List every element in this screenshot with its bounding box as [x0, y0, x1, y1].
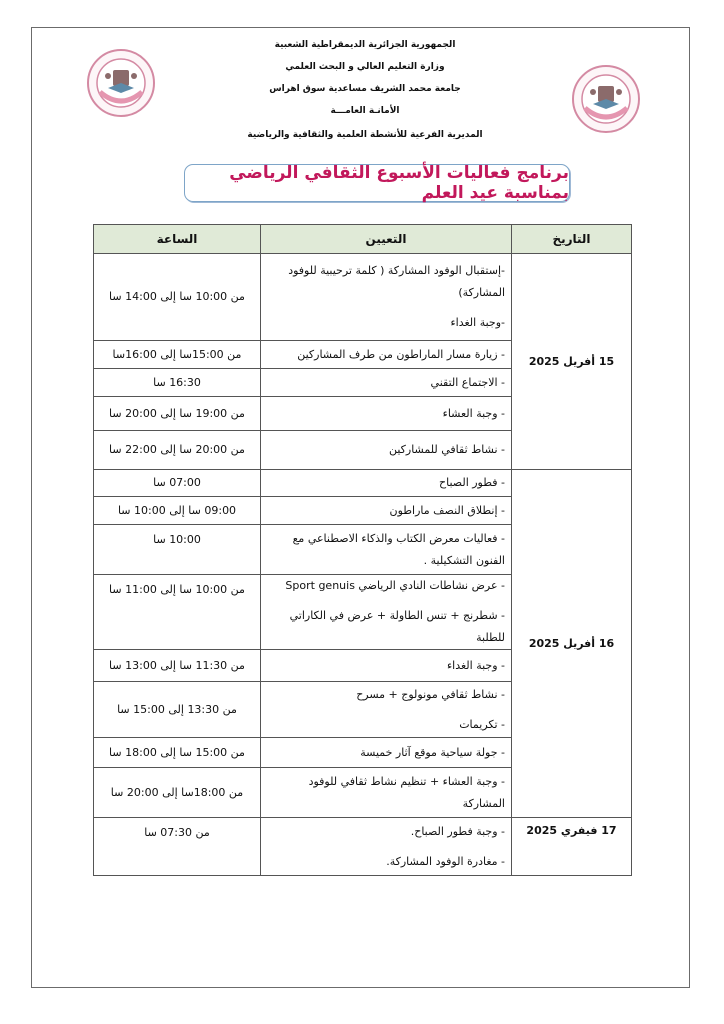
task-text: - شطرنج + تنس الطاولة + عرض في الكاراتي للطلبة: [289, 609, 505, 644]
time-cell: من 07:30 سا: [94, 818, 261, 876]
task-cell: - وجبة العشاء: [261, 397, 512, 431]
time-cell: من 15:00 سا إلى 18:00 سا: [94, 738, 261, 768]
task-cell: - زيارة مسار الماراطون من طرف المشاركين: [261, 341, 512, 369]
time-cell: 10:00 سا: [94, 525, 261, 575]
time-cell: من 10:00 سا إلى 11:00 سا: [94, 575, 261, 650]
republic-name: الجمهورية الجزائرية الديمقراطية الشعبية: [274, 40, 456, 50]
task-text: -إستقبال الوفود المشاركة ( كلمة ترحيبية للوفود المشاركة): [288, 264, 505, 299]
task-cell: [261, 682, 512, 738]
task-text: - عرض نشاطات النادي الرياضي Sport genuis: [285, 579, 505, 592]
time-cell: من 11:30 سا إلى 13:00 سا: [94, 650, 261, 682]
task-cell: - وجبة الغداء: [261, 650, 512, 682]
task-text: - مغادرة الوفود المشاركة.: [386, 854, 505, 868]
letterhead: [200, 40, 530, 152]
task-text: - وجبة فطور الصباح.: [410, 824, 505, 838]
time-cell: 16:30 سا: [94, 369, 261, 397]
task-cell: - فعاليات معرض الكتاب والذكاء الاصطناعي مع الفنون التشكيلية .: [261, 525, 512, 575]
task-cell: - فطور الصباح: [261, 470, 512, 497]
task-cell: - وجبة العشاء + تنظيم نشاط ثقافي للوفود المشاركة: [261, 768, 512, 818]
date-cell: 16 أفريل 2025: [512, 470, 632, 818]
task-text: - تكريمات: [459, 717, 505, 731]
table-header-row: [94, 225, 632, 254]
date-cell: 17 فيفري 2025: [512, 818, 632, 876]
task-cell: - إنطلاق النصف ماراطون: [261, 497, 512, 525]
table-row: [94, 470, 632, 497]
task-text: -وجبة الغداء: [450, 316, 505, 329]
time-cell: من 19:00 سا إلى 20:00 سا: [94, 397, 261, 431]
program-title-box: [184, 164, 570, 202]
time-cell: من 18:00سا إلى 20:00 سا: [94, 768, 261, 818]
date-column-header: التاريخ: [512, 225, 632, 254]
task-cell: - جولة سياحية موقع آثار خميسة: [261, 738, 512, 768]
ministry-name: وزارة التعليم العالي و البحث العلمي: [285, 62, 445, 72]
date-cell: 15 أفريل 2025: [512, 254, 632, 470]
university-name: جامعة محمد الشريف مساعدية سوق اهراس: [269, 84, 461, 94]
time-cell: من 20:00 سا إلى 22:00 سا: [94, 431, 261, 470]
task-cell: [261, 818, 512, 876]
time-cell: من 10:00 سا إلى 14:00 سا: [94, 254, 261, 341]
time-cell: 09:00 سا إلى 10:00 سا: [94, 497, 261, 525]
time-cell: 07:00 سا: [94, 470, 261, 497]
task-cell: [261, 575, 512, 650]
schedule-table: [93, 224, 632, 876]
task-cell: - نشاط ثقافي للمشاركين: [261, 431, 512, 470]
time-cell: من 15:00سا إلى 16:00سا: [94, 341, 261, 369]
task-column-header: التعيين: [261, 225, 512, 254]
university-logo: [571, 64, 641, 134]
task-text: - نشاط ثقافي مونولوج + مسرح: [356, 687, 505, 701]
time-cell: من 13:30 إلى 15:00 سا: [94, 682, 261, 738]
program-title: برنامج فعاليات الأسبوع الثقافي الرياضي بمناسبة عيد العلم: [229, 163, 569, 203]
table-row: [94, 818, 632, 876]
time-column-header: الساعة: [94, 225, 261, 254]
general-secretariat: الأمانـة العامـــة: [330, 106, 400, 116]
university-logo: [86, 48, 156, 118]
task-cell: [261, 254, 512, 341]
table-row: [94, 254, 632, 341]
sub-directorate: المديرية الفرعية للأنشطة العلمية والثقافية والرياضية: [247, 130, 483, 140]
task-cell: - الاجتماع التقني: [261, 369, 512, 397]
